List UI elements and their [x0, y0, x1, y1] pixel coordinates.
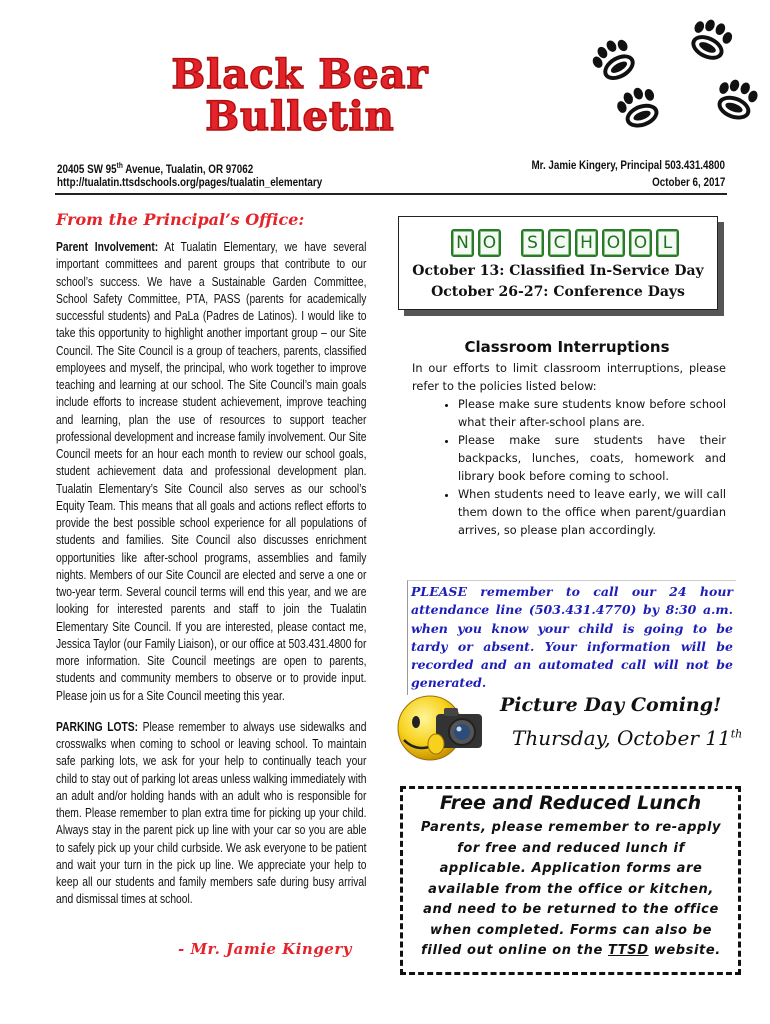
no-school-banner: [451, 229, 679, 257]
issue-date: October 6, 2017: [651, 175, 725, 189]
attendance-notice: PLEASE remember to call our 24 hour attendance line (503.431.4770) by 8:30 a.m. when you know your child is going to be tardy or absent. Your information will be recorded and an automated call will not be generated.: [407, 580, 736, 695]
free-lunch-text: Parents, please remember to re-apply for free and reduced lunch if applicable. Application forms are available from the office or kitchen, and need to be returned to the office when completed. Forms can also be filled out online on the TTSD website.: [420, 820, 722, 958]
classroom-intro: In our efforts to limit classroom interruptions, please refer to the policies listed below:: [412, 362, 726, 393]
banner-letter: N: [451, 229, 474, 257]
banner-letter: O: [629, 229, 652, 257]
banner-letter: O: [602, 229, 625, 257]
banner-letter: L: [656, 229, 679, 257]
policy-list: [412, 396, 726, 540]
title-line-2: Bulletin: [205, 93, 395, 140]
parking-lots-paragraph: PARKING LOTS: Please remember to always use sidewalks and crosswalks when coming to school or leaving school. To maintain safe parking lots, we ask for your help to continually teach your child to stay out of parking lot areas unless walking immediately with an adult and/or holding hands with an adult who is responsible for them. Please remember to plan extra time for picking up your child. Always stay in the parent pick up line with your car so you are able to safely pick up your child curbside. We ask everyone to be patient and wait your turn in the pick up line. We appreciate your help to keep all our students and family members safe during busy arrival and dismissal times at school.: [56, 718, 367, 907]
classroom-interruptions-body: [412, 360, 726, 540]
policy-item: • When students need to leave early, we will call them down to the office when parent/guardian arrives, so please plan accordingly.: [458, 486, 726, 540]
no-school-date-1: October 13: Classified In-Service Day: [412, 263, 704, 279]
title-line-1: Black Bear: [171, 51, 429, 98]
principal-signature: - Mr. Jamie Kingery: [178, 940, 352, 958]
no-school-box: [398, 216, 718, 310]
school-url[interactable]: http://tualatin.ttsdschools.org/pages/tualatin_elementary: [57, 175, 323, 189]
policy-item: • Please make sure students have their backpacks, lunches, coats, homework and library book before coming to school.: [458, 432, 726, 486]
policy-item: • Please make sure students know before school what their after-school plans are.: [458, 396, 726, 432]
smiley-camera-icon: [392, 688, 492, 768]
banner-letter: C: [548, 229, 571, 257]
principal-office-heading: From the Principal’s Office:: [56, 210, 305, 229]
banner-letter: S: [521, 229, 544, 257]
banner-letter: H: [575, 229, 598, 257]
school-address: 20405 SW 95th Avenue, Tualatin, OR 97062: [57, 161, 254, 176]
bear-paw-prints-icon: [578, 14, 764, 132]
picture-day-date: Thursday, October 11th: [512, 726, 743, 750]
classroom-interruptions-heading: Classroom Interruptions: [464, 338, 670, 356]
no-school-date-2: October 26-27: Conference Days: [431, 284, 685, 300]
parent-involvement-paragraph: Parent Involvement: At Tualatin Elementary, we have several important committees and parent groups that contribute to our school’s success. We have a Sustainable Garden Committee, School Safety Committee, PTA, PASS (parents for academically successful students) and PaLa (Padres de Latinos). I would like to take this opportunity to highlight another important group – our Site Council. The Site Council is a group of teachers, parents, classified employees and myself, the principal, who work together to improve teaching and learning at our school. The Site Council’s main goals include efforts to increase student achievement, improve teaching and learning, plan the use of resources to support teacher professional development and increase family involvement. Our Site Council meets for an hour each month to review our school goals, student achievement data and professional development plan. Tualatin Elementary’s Site Council also serves as our school’s Equity Team. This means that all goals and actions reflect efforts to provide the best possible school experience for all populations of students and families. Site Council also discusses enrichment opportunities like after-school programs, assemblies and family nights. Members of our Site Council are elected and serve a one or two-year term. Several council terms will end this year, and we are looking for interested parents and staff to join the Tualatin Elementary Site Council. If you are interested, please contact me, Jessica Taylor (our Family Liaison), or our office at 503.431.4800 for more information. Site Council meetings are open to parents, students and community members to observe or to provide input. Please join us for a Site Council meeting this year.: [56, 239, 367, 703]
free-lunch-heading: Free and Reduced Lunch: [439, 792, 702, 814]
ttsd-link[interactable]: TTSD: [608, 943, 649, 958]
principal-contact: Mr. Jamie Kingery, Principal 503.431.4800: [531, 158, 725, 172]
banner-letter: O: [478, 229, 501, 257]
newsletter-title: [60, 51, 540, 140]
header-rule: [55, 193, 727, 195]
principal-article: [56, 238, 366, 908]
picture-day-heading: Picture Day Coming!: [500, 694, 722, 716]
